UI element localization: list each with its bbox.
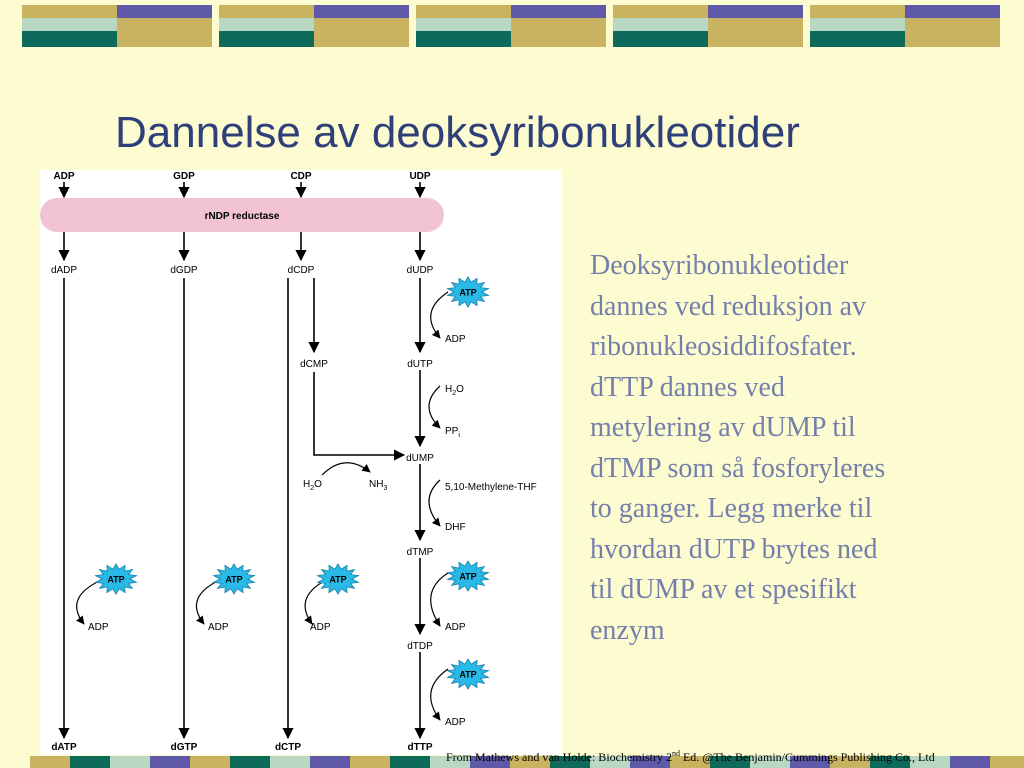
body-line: dTTP dannes ved <box>590 371 785 403</box>
footer-segment <box>150 756 190 768</box>
banner-tile <box>613 5 803 47</box>
body-line: to ganger. Legg merke til <box>590 493 873 524</box>
node-dgdp: dGDP <box>170 265 198 276</box>
atp-icon <box>448 277 489 307</box>
entry-arrows <box>64 182 420 197</box>
label-ppi: $PP_i$ <box>445 426 460 439</box>
exit-arrows <box>64 232 420 260</box>
node-dttp: dTTP <box>407 742 433 753</box>
body-line: ribonukleosiddifosfater. <box>590 331 857 362</box>
footer-segment <box>30 756 70 768</box>
label-adp-dudp: ADP <box>445 334 466 345</box>
node-dutp: dUTP <box>407 359 433 370</box>
footer-segment <box>990 756 1024 768</box>
pathway-diagram <box>40 170 562 755</box>
body-text <box>590 246 1010 651</box>
label-h2o-deamination: $H_2O$ <box>303 479 322 492</box>
node-cdp: CDP <box>290 171 312 182</box>
side-curves-right <box>429 292 448 720</box>
footer-segment <box>70 756 110 768</box>
label-dhf: DHF <box>445 522 466 533</box>
arrow-dcmp-dump <box>314 372 404 455</box>
footer-segment <box>110 756 150 768</box>
footer-segment <box>350 756 390 768</box>
body-line: Deoksyribonukleotider <box>590 250 849 281</box>
svg-text:ATP: ATP <box>459 571 477 582</box>
banner-tile <box>416 5 606 47</box>
node-dump: dUMP <box>406 453 434 464</box>
node-udp: UDP <box>409 171 431 182</box>
node-dtdp: dTDP <box>407 641 433 652</box>
banner-tile <box>810 5 1000 47</box>
node-dadp: dADP <box>50 265 78 276</box>
atp-icon <box>318 564 359 594</box>
label-methylene-thf: 5,10-Methylene-THF <box>445 482 537 493</box>
atp-icon <box>96 564 137 594</box>
arrow-deamination <box>322 463 370 475</box>
slide-title: Dannelse av deoksyribonukleotider <box>115 108 800 157</box>
body-line: til dUMP av et spesifikt <box>590 574 857 605</box>
node-dcmp: dCMP <box>300 359 328 370</box>
node-adp: ADP <box>53 171 75 182</box>
label-adp-dtdp: ADP <box>445 717 466 728</box>
svg-text:ATP: ATP <box>459 287 477 298</box>
svg-text:ATP: ATP <box>459 669 477 680</box>
long-arrows <box>64 278 288 738</box>
body-line: metylering av dUMP til <box>590 412 856 443</box>
atp-icon <box>448 561 489 591</box>
node-datp: dATP <box>51 742 77 753</box>
label-adp-dtmp: ADP <box>445 622 466 633</box>
node-dtmp: dTMP <box>406 547 434 558</box>
svg-text:ATP: ATP <box>329 574 347 585</box>
svg-text:ATP: ATP <box>225 574 243 585</box>
label-adp-datp: ADP <box>88 622 109 633</box>
node-gdp: GDP <box>173 171 195 182</box>
footer-segment <box>310 756 350 768</box>
node-dudp: dUDP <box>406 265 434 276</box>
rndp-reductase-label: rNDP reductase <box>204 211 280 222</box>
label-h2o: $H_2O$ <box>445 384 464 397</box>
node-dgtp: dGTP <box>170 742 198 753</box>
atp-icon <box>214 564 255 594</box>
footer-segment <box>190 756 230 768</box>
node-dcdp: dCDP <box>287 265 315 276</box>
node-dctp: dCTP <box>274 742 302 753</box>
atp-icon <box>448 659 489 689</box>
body-line: hvordan dUTP brytes ned <box>590 533 878 565</box>
body-line: enzym <box>590 614 665 646</box>
banner-tile <box>219 5 409 47</box>
source-credit: From Mathews and van Holde: Biochemistry 2nd Ed. @The Benjamin/Cummings Publishing Co., Ltd <box>446 749 935 764</box>
banner-tile <box>22 5 212 47</box>
label-nh3: $NH_3$ <box>369 479 388 492</box>
body-line: dTMP som så fosforyleres <box>590 452 886 484</box>
footer-segment <box>230 756 270 768</box>
footer-segment <box>270 756 310 768</box>
body-line: dannes ved reduksjon av <box>590 290 867 322</box>
svg-text:ATP: ATP <box>107 574 125 585</box>
label-adp-dctp: ADP <box>310 622 331 633</box>
label-adp-dgtp: ADP <box>208 622 229 633</box>
footer-segment <box>390 756 430 768</box>
footer-segment <box>950 756 990 768</box>
